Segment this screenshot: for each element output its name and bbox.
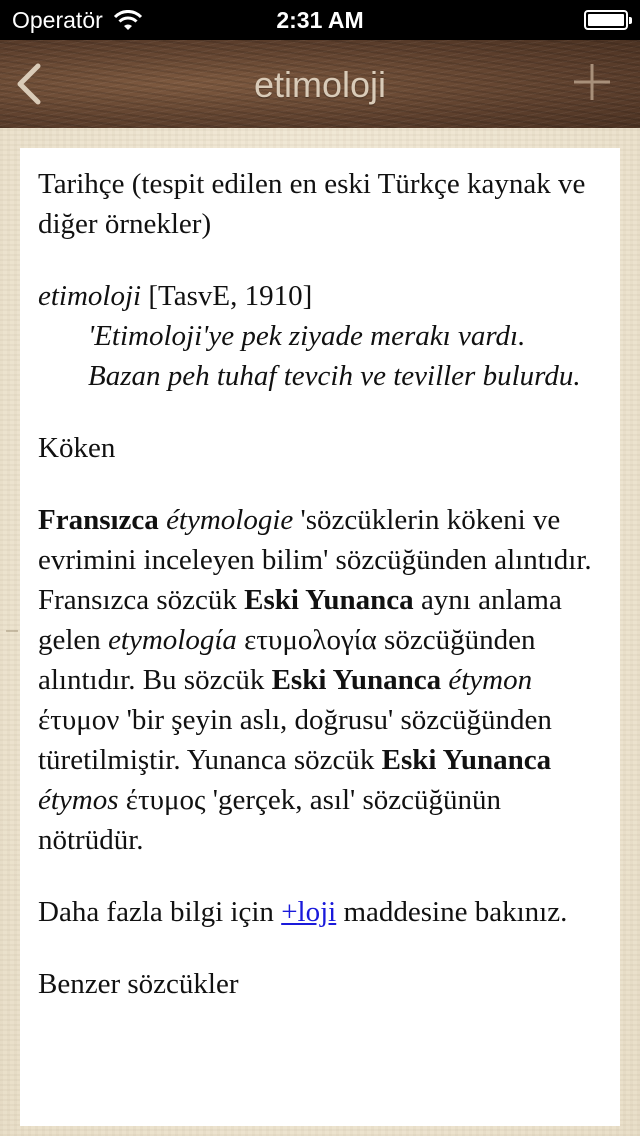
origin-lang-3: Eski Yunanca <box>271 664 442 696</box>
page-title: etimoloji <box>253 64 387 105</box>
status-bar <box>0 0 640 40</box>
origin-greek-3: έτυμον <box>38 704 120 736</box>
plus-icon <box>572 62 612 102</box>
status-time: 2:31 AM <box>276 7 364 33</box>
origin-lang-2: Eski Yunanca <box>244 584 414 616</box>
origin-lang-1: Fransızca <box>38 504 159 536</box>
history-heading: Tarihçe (tespit edilen en eski Türkçe kaynak ve diğer örnekler) <box>38 168 586 240</box>
origin-text-1: 'sözcüklerin kökeni ve evrimini inceleyen bilim' sözcüğünden alıntıdır. Fransızca sözcük <box>38 504 592 616</box>
similar-heading: Benzer sözcükler <box>38 968 239 1000</box>
add-button[interactable] <box>572 62 612 102</box>
origin-heading: Köken <box>38 432 116 464</box>
history-source: [TasvE, 1910] <box>148 280 313 312</box>
content-card <box>20 148 620 1126</box>
origin-paragraph <box>38 500 602 860</box>
page-edge-mark <box>6 630 18 632</box>
more-info-before: Daha fazla bilgi için <box>38 896 274 928</box>
origin-greek-2: ετυμολογία <box>244 624 377 656</box>
navigation-bar <box>0 40 640 128</box>
origin-text-2: aynı anlama gelen <box>38 584 562 656</box>
loji-link[interactable]: +loji <box>281 896 337 928</box>
origin-word-3: étymon <box>448 664 533 696</box>
origin-text-5: 'gerçek, asıl' sözcüğünün nötrüdür. <box>38 784 502 856</box>
origin-text-3: sözcüğünden alıntıdır. Bu sözcük <box>38 624 536 696</box>
history-term: etimoloji <box>38 280 142 312</box>
history-quote: 'Etimoloji'ye pek ziyade merakı vardı. Bazan peh tuhaf tevcih ve teviller bulurdu. <box>88 320 581 392</box>
more-info <box>38 892 602 932</box>
origin-greek-4: έτυμος <box>125 784 206 816</box>
origin-lang-4: Eski Yunanca <box>381 744 552 776</box>
origin-word-4: étymos <box>38 784 119 816</box>
carrier-label: Operatör <box>12 7 103 33</box>
more-info-after: maddesine bakınız. <box>343 896 568 928</box>
origin-word-2: etymologίa <box>108 624 237 656</box>
history-entry <box>38 276 602 396</box>
origin-text-4: 'bir şeyin aslı, doğrusu' sözcüğünden türetilmiştir. Yunanca sözcük <box>38 704 552 776</box>
battery-icon <box>584 10 628 30</box>
origin-word-1: étymologie <box>166 504 294 536</box>
